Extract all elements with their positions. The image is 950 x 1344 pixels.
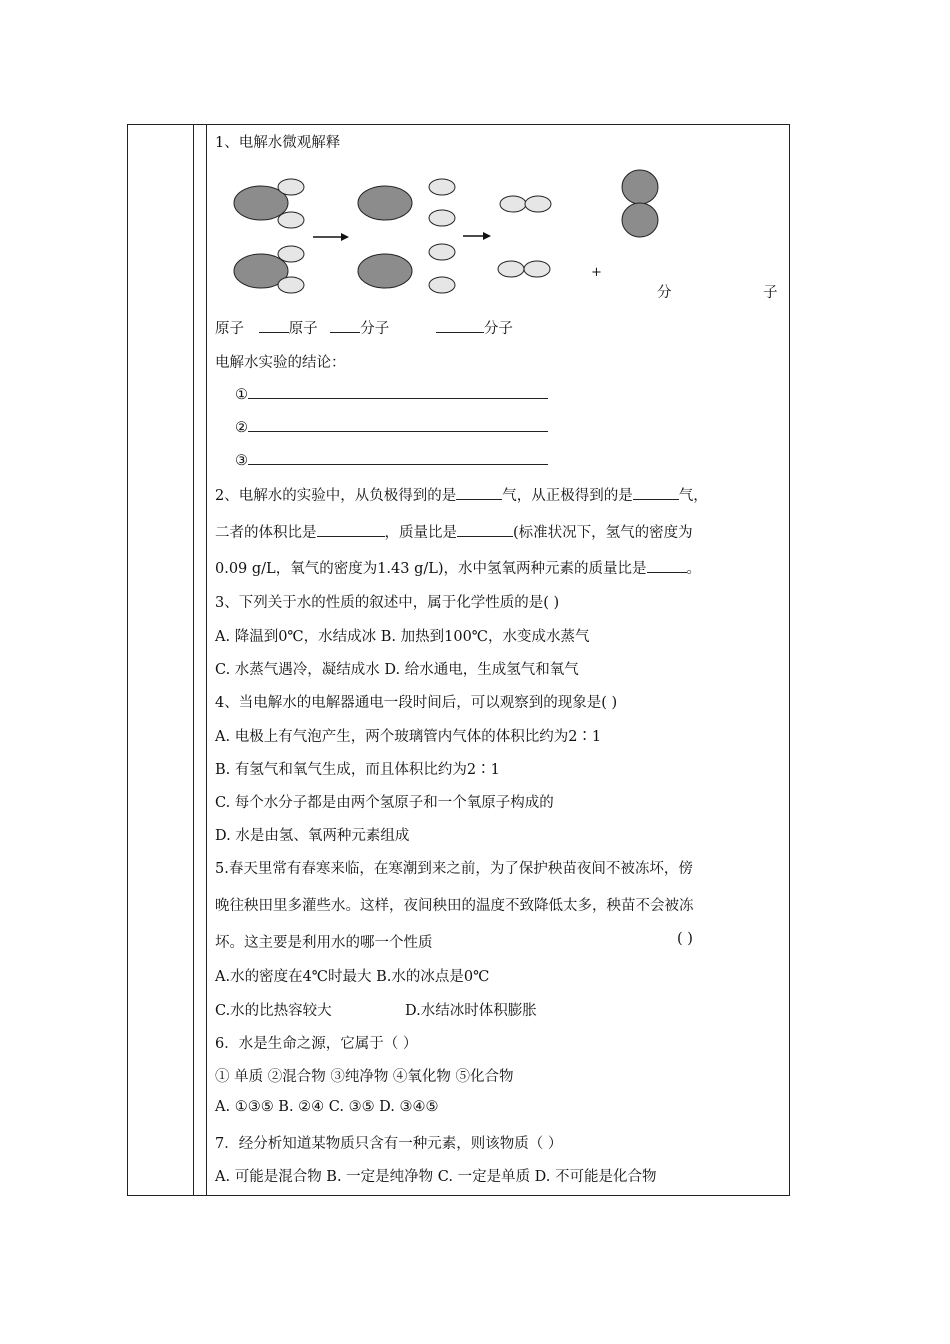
conclusion-item-3: ③	[235, 450, 548, 469]
arrow-2	[463, 232, 491, 240]
q4-option-d: D. 水是由氢、氧两种元素组成	[215, 828, 410, 844]
blank-field-3[interactable]	[436, 318, 484, 333]
q2-blank-mass-ratio[interactable]	[457, 522, 513, 537]
molecule-diagram-svg	[215, 163, 781, 295]
conclusion-field-1[interactable]	[248, 384, 548, 399]
conclusion-item-1: ①	[235, 384, 548, 403]
blank-field-2[interactable]	[330, 318, 360, 333]
hydrogen-molecule-1	[500, 196, 551, 212]
conclusion-field-2[interactable]	[248, 417, 548, 432]
q4-option-c: C. 每个水分子都是由两个氢原子和一个氧原子构成的	[215, 795, 554, 811]
q5-options-2a: C.水的比热容较大	[215, 1003, 332, 1019]
q5-options-2b: D.水结冰时体积膨胀	[405, 1003, 537, 1019]
q7-stem: 7．经分析知道某物质只含有一种元素，则该物质（ ）	[215, 1136, 563, 1152]
table-column-2	[193, 125, 207, 1195]
q2-line-1: 2、电解水的实验中，从负极得到的是 气，从正极得到的是 气，	[215, 484, 708, 505]
oxygen-molecule	[622, 170, 658, 237]
conclusion-item-2: ②	[235, 417, 548, 436]
q4-stem: 4、当电解水的电解器通电一段时间后，可以观察到的现象是( )	[215, 695, 618, 711]
water-molecule-1	[234, 179, 304, 228]
q3-stem: 3、下列关于水的性质的叙述中，属于化学性质的是( )	[215, 595, 560, 611]
label-fen: 分	[657, 285, 672, 301]
worksheet-table	[127, 124, 790, 1196]
hydrogen-molecule-2	[498, 261, 550, 277]
q3-options-2: C. 水蒸气遇冷，凝结成水 D. 给水通电，生成氢气和氧气	[215, 662, 579, 678]
electrolysis-diagram	[215, 163, 781, 295]
q2-blank-volume-ratio[interactable]	[317, 522, 385, 537]
q2-line-2: 二者的体积比是 ，质量比是 (标准状况下，氢气的密度为	[215, 521, 693, 542]
q4-option-b: B. 有氢气和氧气生成，而且体积比约为2∶1	[215, 762, 500, 778]
question-content	[215, 125, 781, 1195]
blank-label-2: 原子	[288, 321, 318, 337]
q2-blank-negative[interactable]	[456, 485, 502, 500]
table-column-1	[128, 125, 194, 1195]
q2-line-3: 0.09 g/L，氧气的密度为1.43 g/L)，水中氢氧两种元素的质量比是 。	[215, 557, 701, 578]
blank-label-4: 分子	[483, 321, 513, 337]
q3-options-1: A. 降温到0℃，水结成冰 B. 加热到100℃，水变成水蒸气	[215, 629, 590, 645]
q2-blank-element-ratio[interactable]	[647, 558, 687, 573]
label-zi: 子	[763, 285, 778, 301]
q5-line-3: 坏。这主要是利用水的哪一个性质	[215, 935, 433, 951]
q5-options-1: A.水的密度在4℃时最大 B.水的冰点是0℃	[215, 969, 490, 985]
plus-sign: +	[591, 265, 602, 280]
conclusion-heading: 电解水实验的结论：	[215, 355, 346, 371]
q5-answer-paren: ( )	[677, 931, 693, 947]
q6-choices: ① 单质 ②混合物 ③纯净物 ④氧化物 ⑤化合物	[215, 1069, 514, 1085]
q4-option-a: A. 电极上有气泡产生，两个玻璃管内气体的体积比约为2∶1	[215, 729, 602, 745]
q5-line-1: 5.春天里常有春寒来临，在寒潮到来之前，为了保护秧苗夜间不被冻坏，傍	[215, 861, 693, 877]
blank-label-1: 原子	[215, 321, 244, 337]
q6-stem: 6．水是生命之源，它属于（ ）	[215, 1036, 418, 1052]
arrow-1	[313, 233, 349, 241]
blank-field-1[interactable]	[259, 318, 289, 333]
q2-blank-positive[interactable]	[633, 485, 679, 500]
separated-atoms	[358, 179, 455, 293]
q1-title: 1、电解水微观解释	[215, 135, 341, 151]
q7-options: A. 可能是混合物 B. 一定是纯净物 C. 一定是单质 D. 不可能是化合物	[215, 1169, 657, 1185]
q6-options: A. ①③⑤ B. ②④ C. ③⑤ D. ③④⑤	[215, 1099, 439, 1115]
blank-label-3: 分子	[360, 321, 390, 337]
conclusion-field-3[interactable]	[248, 450, 548, 465]
water-molecule-2	[234, 246, 304, 293]
q5-line-2: 晚往秧田里多灌些水。这样，夜间秧田的温度不致降低太多，秧苗不会被冻	[215, 898, 694, 914]
q1-blank-line	[215, 317, 513, 338]
